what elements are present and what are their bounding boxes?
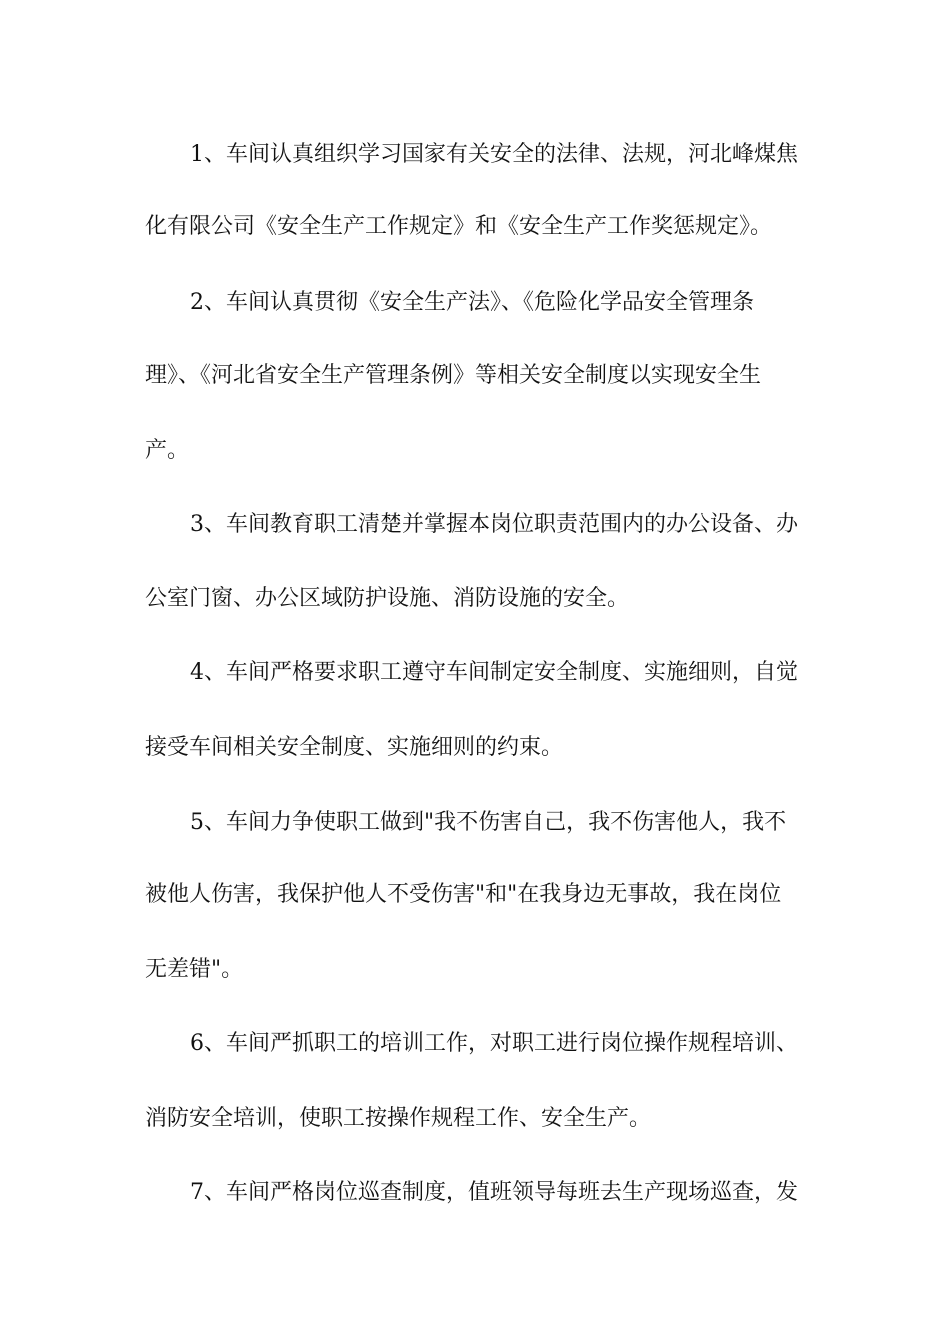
paragraph-6-line-1: 6、车间严抓职工的培训工作，对职工进行岗位操作规程培训、: [190, 1031, 798, 1056]
paragraph-3-line-1: 3、车间教育职工清楚并掌握本岗位职责范围内的办公设备、办: [190, 512, 798, 537]
paragraph-5-line-1: 5、车间力争使职工做到"我不伤害自己，我不伤害他人，我不: [190, 810, 787, 835]
paragraph-5-line-3: 无差错"。: [145, 957, 244, 982]
paragraph-1-line-2: 化有限公司《安全生产工作规定》和《安全生产工作奖惩规定》。: [145, 214, 773, 239]
paragraph-6-line-2: 消防安全培训，使职工按操作规程工作、安全生产。: [145, 1106, 652, 1131]
paragraph-3-line-2: 公室门窗、办公区域防护设施、消防设施的安全。: [145, 586, 630, 611]
paragraph-1-line-1: 1、车间认真组织学习国家有关安全的法律、法规，河北峰煤焦: [190, 142, 798, 167]
paragraph-2-line-2: 理》、《河北省安全生产管理条例》等相关安全制度以实现安全生: [145, 363, 762, 388]
paragraph-2-line-3: 产。: [145, 438, 190, 463]
paragraph-7-line-1: 7、车间严格岗位巡查制度，值班领导每班去生产现场巡查，发: [190, 1180, 798, 1205]
paragraph-2-line-1: 2、车间认真贯彻《安全生产法》、《危险化学品安全管理条: [190, 290, 754, 315]
paragraph-5-line-2: 被他人伤害，我保护他人不受伤害"和"在我身边无事故，我在岗位: [145, 882, 782, 907]
paragraph-4-line-1: 4、车间严格要求职工遵守车间制定安全制度、实施细则，自觉: [190, 660, 798, 685]
paragraph-4-line-2: 接受车间相关安全制度、实施细则的约束。: [145, 735, 564, 760]
